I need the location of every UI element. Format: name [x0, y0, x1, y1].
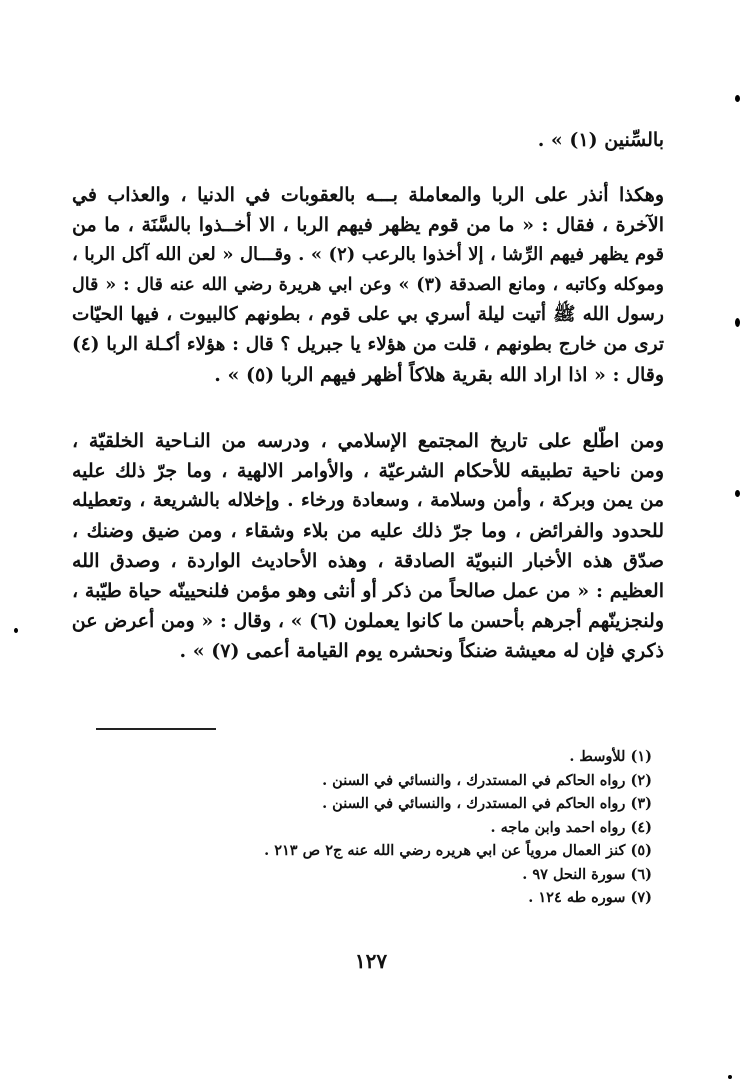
footnote: (٢) رواه الحاكم في المستدرك ، والنسائي في السنن .: [322, 771, 652, 789]
text-line: ذكري فإن له معيشة ضنكاً ونحشره يوم القيامة أعمى (٧) » .: [179, 640, 664, 662]
text-line: وموكله وكاتبه ، ومانع الصدقة (٣) » وعن ابي هريرة رضي الله عنه قال : « قال: [72, 275, 664, 295]
scan-speck: [735, 490, 740, 497]
paragraph-1: [72, 180, 664, 390]
footnotes: [92, 745, 652, 910]
text-line: وقال : « اذا اراد الله بقرية هلاكاً أظهر فيهم الربا (٥) » .: [214, 364, 664, 386]
page-number: ١٢٧: [354, 949, 388, 973]
opening-line: [72, 125, 664, 155]
footnote: (٧) سوره طه ١٢٤ .: [528, 889, 652, 906]
text-line: وهكذا أنذر على الربا والمعاملة بـــه بالعقوبات في الدنيا ، والعذاب في: [72, 184, 664, 206]
text-line: ترى من خارج بطونهم ، قلت من هؤلاء يا جبريل ؟ قال : هؤلاء أكـلة الربا (٤): [72, 334, 664, 355]
footnote: (٦) سورة النحل ٩٧ .: [522, 865, 652, 883]
scan-speck: [728, 1075, 732, 1079]
text-line: ولنجزينّهم أجرهم بأحسن ما كانوا يعملون (٦) » ، وقال : « ومن أعرض عن: [71, 610, 664, 632]
paragraph-2: [72, 426, 664, 666]
text-line: صدّق هذه الأخبار النبويّة الصادقة ، وهذه الأحاديث الواردة ، وصدق الله: [72, 550, 664, 572]
scan-speck: [735, 95, 740, 102]
text-line: ومن اطّلع على تاريخ المجتمع الإسلامي ، ودرسه من النـاحية الخلقيّة ،: [72, 430, 664, 452]
text-line: الآخرة ، فقال : « ما من قوم يظهر فيهم الربا ، الا أخــذوا بالسَّنَة ، ما من: [72, 214, 664, 236]
scan-speck: [735, 318, 740, 327]
text-line: للحدود والفرائض ، وما جرّ ذلك عليه من بلاء وشقاء ، ومن ضيق وضنك ،: [72, 520, 664, 542]
footnote: (٤) رواه احمد وابن ماجه .: [490, 818, 652, 836]
scan-speck: [14, 628, 18, 633]
footnote: (٥) كنز العمال مروياً عن ابي هريره رضي الله عنه ج٢ ص ٢١٣ .: [264, 842, 652, 859]
text-line: بالسِّنين (١) » .: [537, 129, 664, 151]
text-line: ومن ناحية تطبيقه للأحكام الشرعيّة ، والأوامر الالهية ، وما جرّ ذلك عليه: [72, 460, 664, 482]
text-line: العظيم : « من عمل صالحاً من ذكر أو أنثى وهو مؤمن فلنحيينّه حياة طيّبة ،: [72, 580, 664, 602]
text-line: رسول الله ﷺ أتيت ليلة أسري بي على قوم ، بطونهم كالبيوت ، فيها الحيّات: [72, 304, 664, 325]
footnote-divider: [96, 728, 216, 730]
text-line: من يمن وبركة ، وأمن وسلامة ، وسعادة ورخاء . وإخلاله بالشريعة ، وتعطيله: [72, 490, 664, 511]
footnote: (٣) رواه الحاكم في المستدرك ، والنسائي في السنن .: [322, 795, 652, 812]
text-line: قوم يظهر فيهم الرِّشا ، إلا أخذوا بالرعب (٢) » . وقـــال « لعن الله آكل الربا ،: [72, 244, 665, 265]
footnote: (١) للأوسط .: [569, 748, 652, 765]
